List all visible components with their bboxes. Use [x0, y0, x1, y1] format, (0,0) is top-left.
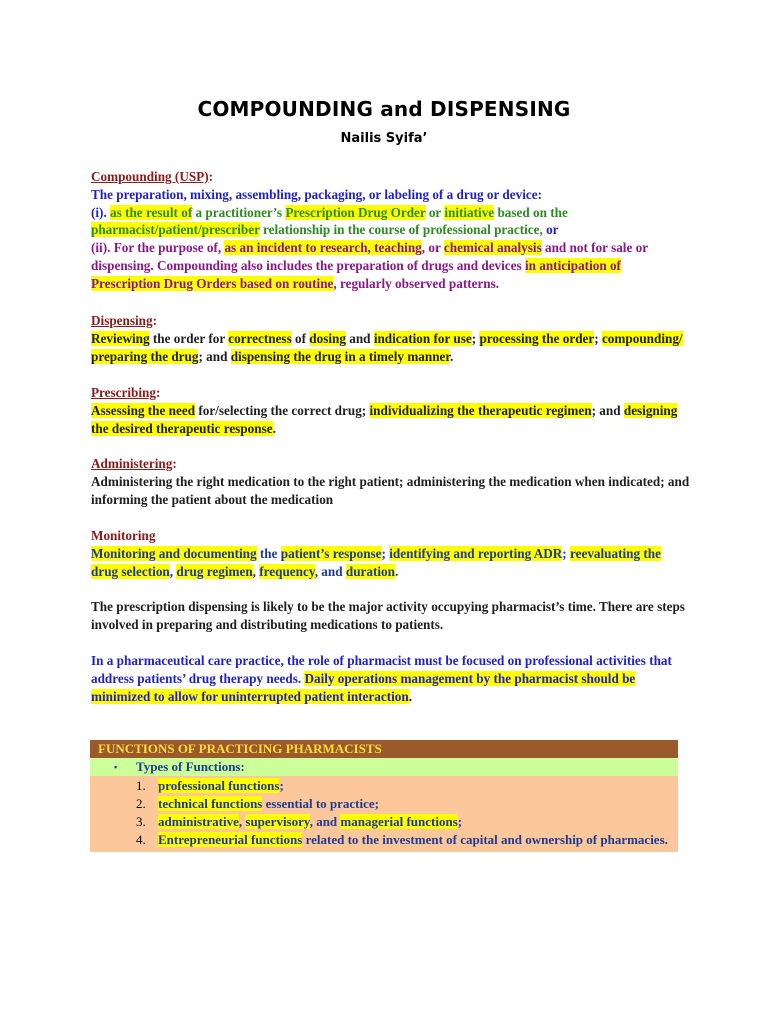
dispensing-heading: Dispensing	[91, 313, 153, 328]
dispensing-section: Dispensing: Reviewing the order for correctness of dosing and indication for use; processing the order; compounding/ preparing the drug; and dispensing the drug in a timely manner.	[91, 312, 691, 365]
compounding-heading: Compounding (USP)	[91, 169, 209, 184]
monitoring-body: Monitoring and documenting the patient’s response; identifying and reporting ADR; reevaluating the drug selection, drug regimen, frequency, and duration.	[91, 545, 661, 579]
pharmaceutical-care-paragraph: In a pharmaceutical care practice, the role of pharmacist must be focused on professional activities that address patients’ drug therapy needs. Daily operations management by the pharmacist should be minimized to allow for uninterrupted patient interaction.	[91, 653, 672, 704]
functions-types-row	[90, 758, 678, 776]
dispensing-paragraph: The prescription dispensing is likely to be the major activity occupying pharmacist’s time. There are steps involved in preparing and distributing medications to patients.	[91, 599, 685, 632]
compounding-item-ii: (ii). For the purpose of, as an incident to research, teaching, or chemical analysis and not for sale or dispensing. Compounding also includes the preparation of drugs and devices in anticipation of Prescription Drug Orders based on routine, regularly observed patterns.	[91, 240, 648, 291]
document-author: Nailis Syifa’	[340, 131, 428, 146]
functions-list	[90, 776, 678, 852]
list-item: 2. technical functions essential to practice;	[136, 796, 379, 811]
monitoring-heading: Monitoring	[91, 528, 156, 543]
prescribing-heading: Prescribing	[91, 385, 156, 400]
list-item: 3. administrative, supervisory, and managerial functions;	[136, 814, 463, 829]
compounding-item-i: (i). as the result of a practitioner’s Prescription Drug Order or initiative based on the pharmacist/patient/prescriber relationship in the course of professional practice, or	[91, 204, 568, 238]
dispensing-body: Reviewing the order for correctness of dosing and indication for use; processing the order; compounding/ preparing the drug; and dispensing the drug in a timely manner.	[91, 330, 683, 364]
administering-heading: Administering	[91, 456, 173, 471]
square-bullet-icon: ▪	[114, 762, 118, 772]
functions-types-label: Types of Functions:	[136, 759, 245, 774]
administering-body: Administering the right medication to the right patient; administering the medication when indicated; and informing the patient about the medication	[91, 473, 690, 507]
list-item: 1. professional functions;	[136, 778, 284, 793]
compounding-section: Compounding (USP): The preparation, mixing, assembling, packaging, or labeling of a drug or device: (i). as the result of a practitioner’s Prescription Drug Order or initiative based on the pharmacist/patient/prescriber relationship in the course of professional practice, or (ii). For the purpose of, as an incident to research, teaching, or chemical analysis and not for sale or dispensing. Compounding also includes the preparation of drugs and devices in anticipation of Prescription Drug Orders based on routine, regularly observed patterns.	[91, 168, 691, 293]
document-title: COMPOUNDING and DISPENSING	[197, 97, 571, 121]
prescribing-body: Assessing the need for/selecting the correct drug; individualizing the therapeutic regimen; and designing the desired therapeutic response.	[91, 402, 678, 436]
list-item: 4. Entrepreneurial functions related to the investment of capital and ownership of pharmacies.	[136, 832, 668, 847]
functions-header: FUNCTIONS OF PRACTICING PHARMACISTS	[90, 740, 678, 758]
compounding-definition: The preparation, mixing, assembling, packaging, or labeling of a drug or device:	[91, 186, 542, 202]
monitoring-section	[91, 527, 691, 580]
administering-section: Administering: Administering the right medication to the right patient; administering the medication when indicated; and informing the patient about the medication	[91, 456, 690, 507]
functions-table	[90, 740, 678, 852]
prescribing-section: Prescribing: Assessing the need for/selecting the correct drug; individualizing the therapeutic regimen; and designing the desired therapeutic response.	[91, 384, 691, 437]
